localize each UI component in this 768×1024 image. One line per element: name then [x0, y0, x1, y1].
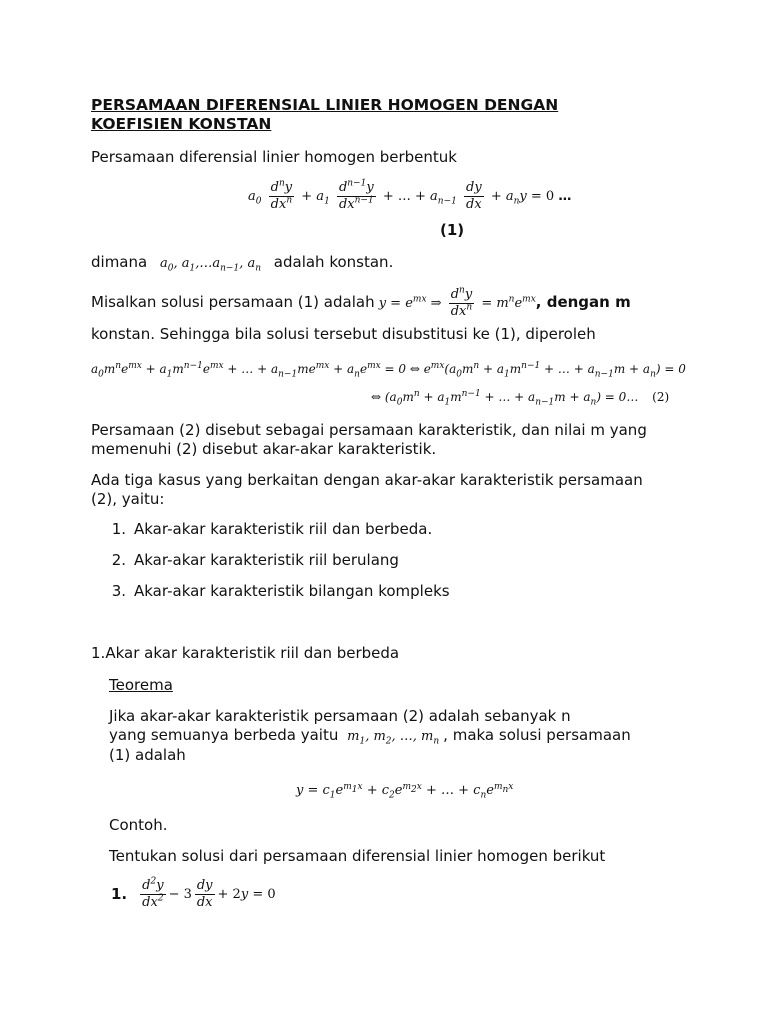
roots-math: $m_1$, $m_2$, …, $m_n$ — [347, 729, 440, 747]
characteristic-equation: ⇔ ($a_0m^n + a_1m^{n-1}$ + … + $a_{n-1}m + a_n$) = 0… (2) — [371, 389, 670, 408]
example-number: 1. — [111, 885, 128, 903]
eq1-eq-zero: = 0 — [530, 189, 555, 204]
misalkan-suffix: , dengan m — [535, 293, 631, 311]
case-number: 3. — [111, 582, 126, 600]
general-solution-equation: $y = c_1e^{m_1x} + c_2e^{m_2x}$ + … + $c_ne^{m_nx}$ — [296, 781, 514, 801]
theorem-line-1: Jika akar-akar karakteristik persamaan (2) adalah sebanyak n — [109, 707, 571, 725]
dimana-line — [91, 253, 393, 273]
theorem-statement — [109, 707, 709, 765]
eq1-ellipsis: … — [558, 189, 572, 204]
paragraph-persamaan-2: Persamaan (2) disebut sebagai persamaan karakteristik, dan nilai m yang memenuhi (2) disebut akar-akar karakteristik. — [91, 421, 647, 458]
case-item-2 — [110, 551, 710, 570]
contoh-label: Contoh. — [109, 816, 168, 834]
section-1-number: 1. — [91, 644, 106, 662]
eq1-plus-dots: + … + — [382, 189, 426, 204]
dimana-suffix: adalah konstan. — [273, 253, 394, 271]
section-1-title: Akar akar karakteristik riil dan berbeda — [105, 644, 400, 662]
case-item-1 — [110, 520, 710, 539]
equation-1-number: (1) — [440, 221, 465, 239]
misalkan-line — [91, 287, 631, 320]
tentukan-paragraph: Tentukan solusi dari persamaan diferensial linier homogen berikut — [109, 847, 606, 865]
paragraph-tiga-kasus: Ada tiga kasus yang berkaitan dengan akar-akar karakteristik persamaan (2), yaitu: — [91, 471, 643, 508]
theorem-line-3: (1) adalah — [109, 746, 186, 764]
example-equation: $\frac{d^2y}{dx^2}$ − 3 $\frac{dy}{dx}$ + 2y = 0 — [142, 876, 276, 910]
equation-2-number: (2) — [652, 390, 670, 404]
theorem-line-2-prefix: yang semuanya berbeda yaitu — [109, 726, 339, 744]
intro-paragraph: Persamaan diferensial linier homogen berbentuk — [91, 148, 457, 166]
solution-guess-math: $y = e^{mx}$ ⇒ $\frac{d^ny}{dx^n}$ = $m^ne^{mx}$ — [374, 285, 536, 319]
page-title — [91, 96, 691, 134]
teorema-heading: Teorema — [109, 676, 173, 694]
theorem-line-2-suffix: , maka solusi persamaan — [443, 726, 631, 744]
konstan-line: konstan. Sehingga bila solusi tersebut disubstitusi ke (1), diperoleh — [91, 325, 596, 343]
cases-list — [110, 520, 710, 601]
title-line-2: KOEFISIEN KONSTAN — [91, 115, 272, 133]
misalkan-prefix: Misalkan solusi persamaan (1) adalah — [91, 293, 375, 311]
dimana-prefix: dimana — [91, 253, 148, 271]
substitution-equation-line-1: $a_0m^ne^{mx} + a_1m^{n-1}e^{mx}$ + … + $a_{n-1}me^{mx} + a_ne^{mx} = 0$ ⇔ $e^{mx}(a_0m^n + a_1m^{n-1}$ + … + $a_{n-1}m + a_n) = 0$ — [91, 361, 686, 380]
title-line-1: PERSAMAAN DIFERENSIAL LINIER HOMOGEN DENGAN — [91, 96, 559, 114]
example-1 — [111, 878, 276, 911]
coefficients-math: $a_0$, $a_1,\dots a_{n-1}$, $a_n$ — [159, 256, 262, 274]
case-text: Akar-akar karakteristik riil dan berbeda. — [134, 520, 433, 538]
case-number: 2. — [111, 551, 126, 569]
case-text: Akar-akar karakteristik riil berulang — [134, 551, 399, 569]
equation-1: $a_0$ $\frac{d^ny}{dx^n}$ + $a_1$ $\frac{d^{n-1}y}{dx^{n-1}}$ + … + $a_{n-1}$ $\frac{dy}{dx}$ + $a_ny = 0$ … — [248, 178, 572, 212]
case-item-3 — [110, 582, 710, 601]
section-1-heading — [91, 644, 399, 663]
case-number: 1. — [111, 520, 126, 538]
case-text: Akar-akar karakteristik bilangan kompleks — [134, 582, 450, 600]
theorem-line-2 — [109, 726, 709, 746]
